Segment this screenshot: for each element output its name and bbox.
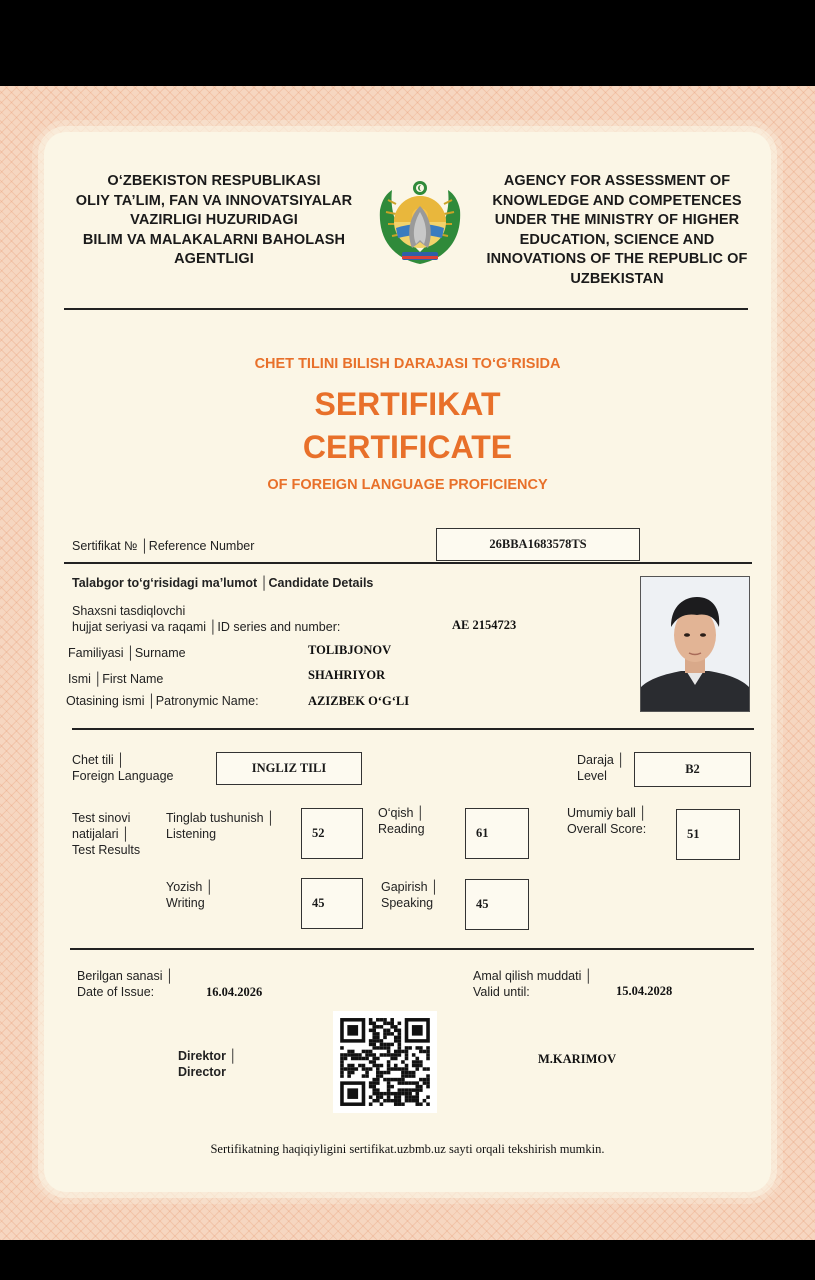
results-label-line-1: Test sinovi <box>72 811 131 825</box>
patronymic-label: Otasining ismi │Patronymic Name: <box>66 694 259 708</box>
title-certificate: CERTIFICATE <box>302 429 513 465</box>
speaking-label-line-1: Gapirish │ <box>381 880 439 894</box>
header-right-line: INNOVATIONS OF THE REPUBLIC OF <box>486 251 748 267</box>
first-name: SHAHRIYOR <box>308 668 386 682</box>
footer-verification-note: Sertifikatning haqiqiyligini sertifikat.uzbmb.uz sayti orqali tekshirish mumkin. <box>210 1142 605 1156</box>
reading-score: 61 <box>476 826 489 840</box>
listening-score-box <box>301 808 363 859</box>
id-label-line-1: Shaxsni tasdiqlovchi <box>72 604 186 618</box>
header-left <box>44 172 384 270</box>
level-label-line-1: Daraja │ <box>577 753 626 767</box>
header-right-line: UZBEKISTAN <box>570 270 664 287</box>
overall-score: 51 <box>687 827 700 841</box>
header-left-line: OLIY TA’LIM, FAN VA INNOVATSIYALAR <box>75 192 353 209</box>
id-number: AE 2154723 <box>452 618 517 632</box>
header-right <box>476 172 758 289</box>
header-left-line: AGENTLIGI <box>174 251 254 267</box>
valid-label-line-1: Amal qilish muddati │ <box>473 969 593 983</box>
header-right-line: EDUCATION, SCIENCE AND <box>519 231 715 248</box>
director-label-line-1: Direktor │ <box>178 1049 238 1063</box>
listening-score: 52 <box>312 826 325 840</box>
title-post: OF FOREIGN LANGUAGE PROFICIENCY <box>267 477 548 493</box>
overall-score-box <box>676 809 740 860</box>
language-value: INGLIZ TILI <box>251 761 327 775</box>
results-divider <box>70 948 754 950</box>
header-left-line: VAZIRLIGI HUZURIDAGI <box>130 212 298 228</box>
issue-label-line-1: Berilgan sanasi │ <box>77 969 174 983</box>
certificate-sheet <box>0 86 815 1240</box>
candidate-section-title: Talabgor to‘g‘risidagi ma’lumot │Candidate Details <box>72 576 374 590</box>
speaking-score: 45 <box>476 897 489 911</box>
writing-score: 45 <box>312 896 325 910</box>
language-box <box>216 752 362 785</box>
listening-label-line-2: Listening <box>166 827 217 841</box>
qr-code-icon[interactable] <box>333 1011 437 1113</box>
patronymic: AZIZBEK O‘G‘LI <box>308 694 410 708</box>
level-value: B2 <box>685 762 700 776</box>
surname: TOLIBJONOV <box>308 643 392 657</box>
id-label-line-2: hujjat seriyasi va raqami │ID series and number: <box>72 620 341 634</box>
first-name-label: Ismi │First Name <box>68 672 164 686</box>
reference-number: 26BBA1683578TS <box>489 537 587 551</box>
header-left-line: BILIM VA MALAKALARNI BAHOLASH <box>82 231 346 248</box>
reading-score-box <box>465 808 529 859</box>
director-label-line-2: Director <box>178 1065 226 1079</box>
listening-label-line-1: Tinglab tushunish │ <box>166 811 275 825</box>
valid-label-line-2: Valid until: <box>473 985 530 999</box>
valid-until-date: 15.04.2028 <box>616 984 673 998</box>
header-divider <box>64 308 748 310</box>
language-label-line-1: Chet tili │ <box>72 753 125 767</box>
reading-label-line-1: O‘qish │ <box>378 806 425 820</box>
speaking-score-box <box>465 879 529 930</box>
reading-label-line-2: Reading <box>378 822 425 836</box>
title-sertifikat: SERTIFIKAT <box>314 386 501 422</box>
reference-label: Sertifikat № │Reference Number <box>72 539 255 553</box>
overall-label-line-1: Umumiy ball │ <box>567 806 648 820</box>
reference-number-box <box>436 528 640 561</box>
writing-label-line-1: Yozish │ <box>166 880 214 894</box>
language-label-line-2: Foreign Language <box>72 769 174 783</box>
header-left-line: O‘ZBEKISTON RESPUBLIKASI <box>107 173 321 189</box>
results-label-line-2: natijalari │ <box>72 827 130 841</box>
header-right-line: KNOWLEDGE AND COMPETENCES <box>492 192 742 209</box>
writing-score-box <box>301 878 363 929</box>
level-box <box>634 752 751 787</box>
level-label-line-2: Level <box>577 769 607 783</box>
issue-date: 16.04.2026 <box>206 985 263 999</box>
surname-label: Familiyasi │Surname <box>68 646 186 660</box>
speaking-label-line-2: Speaking <box>381 896 434 910</box>
candidate-divider <box>72 728 754 730</box>
director-name: M.KARIMOV <box>538 1052 617 1066</box>
candidate-photo <box>640 576 750 712</box>
header-right-line: UNDER THE MINISTRY OF HIGHER <box>494 212 740 228</box>
overall-label-line-2: Overall Score: <box>567 822 647 836</box>
state-emblem-icon <box>372 176 468 272</box>
writing-label-line-2: Writing <box>166 896 205 910</box>
reference-divider <box>64 562 752 564</box>
issue-label-line-2: Date of Issue: <box>77 985 155 999</box>
results-label-line-3: Test Results <box>72 843 141 857</box>
title-pre: CHET TILINI BILISH DARAJASI TO‘G‘RISIDA <box>254 356 561 372</box>
header-right-line: AGENCY FOR ASSESSMENT OF <box>503 173 731 189</box>
